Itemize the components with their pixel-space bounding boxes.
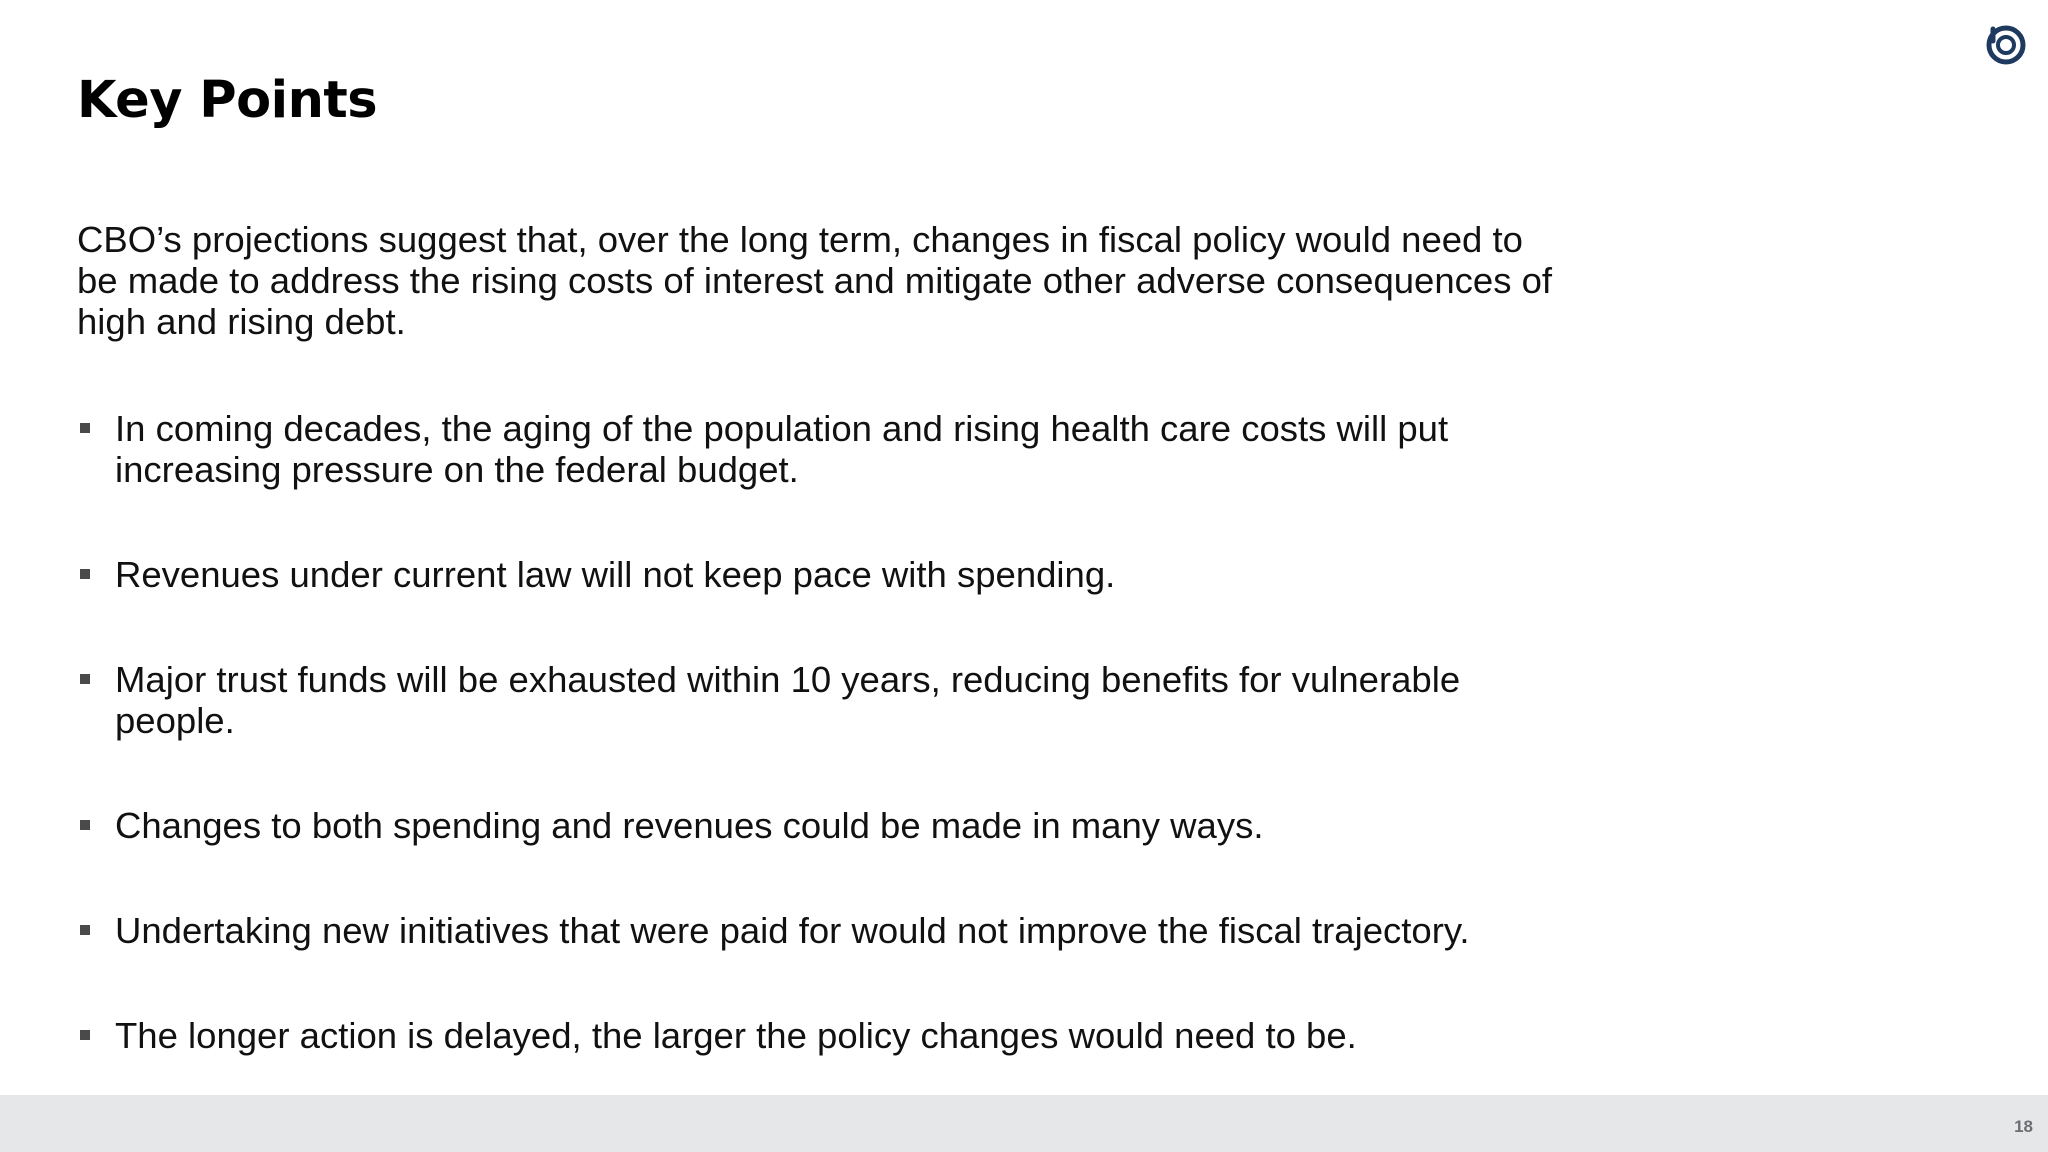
bullet-text: Major trust funds will be exhausted within 10 years, reducing benefits for vulnerable people. [115,659,1461,741]
page-number: 18 [2014,1117,2033,1136]
square-bullet-icon [80,569,90,579]
bullet-text: Revenues under current law will not keep pace with spending. [115,554,1116,595]
bullet-item [77,1015,1557,1056]
slide-title: Key Points [77,71,378,130]
bullet-item [77,554,1557,595]
square-bullet-icon [80,925,90,935]
square-bullet-icon [80,1030,90,1040]
intro-paragraph: CBO’s projections suggest that, over the long term, changes in fiscal policy would need to be made to address the rising costs of interest and mitigate other adverse consequences of high and rising debt. [77,219,1553,342]
bullet-item [77,659,1557,741]
bullet-item [77,910,1557,951]
key-points-list [77,408,1557,1120]
square-bullet-icon [80,674,90,684]
bullet-text: Undertaking new initiatives that were paid for would not improve the fiscal trajectory. [115,910,1470,951]
square-bullet-icon [80,423,90,433]
bullet-text: In coming decades, the aging of the population and rising health care costs will put increasing pressure on the federal budget. [115,408,1449,490]
cbo-logo-icon [1984,21,2028,65]
bullet-text: The longer action is delayed, the larger the policy changes would need to be. [115,1015,1357,1056]
square-bullet-icon [80,820,90,830]
footer-bar [0,1095,2048,1152]
bullet-item [77,408,1557,490]
bullet-text: Changes to both spending and revenues could be made in many ways. [115,805,1264,846]
bullet-item [77,805,1557,846]
